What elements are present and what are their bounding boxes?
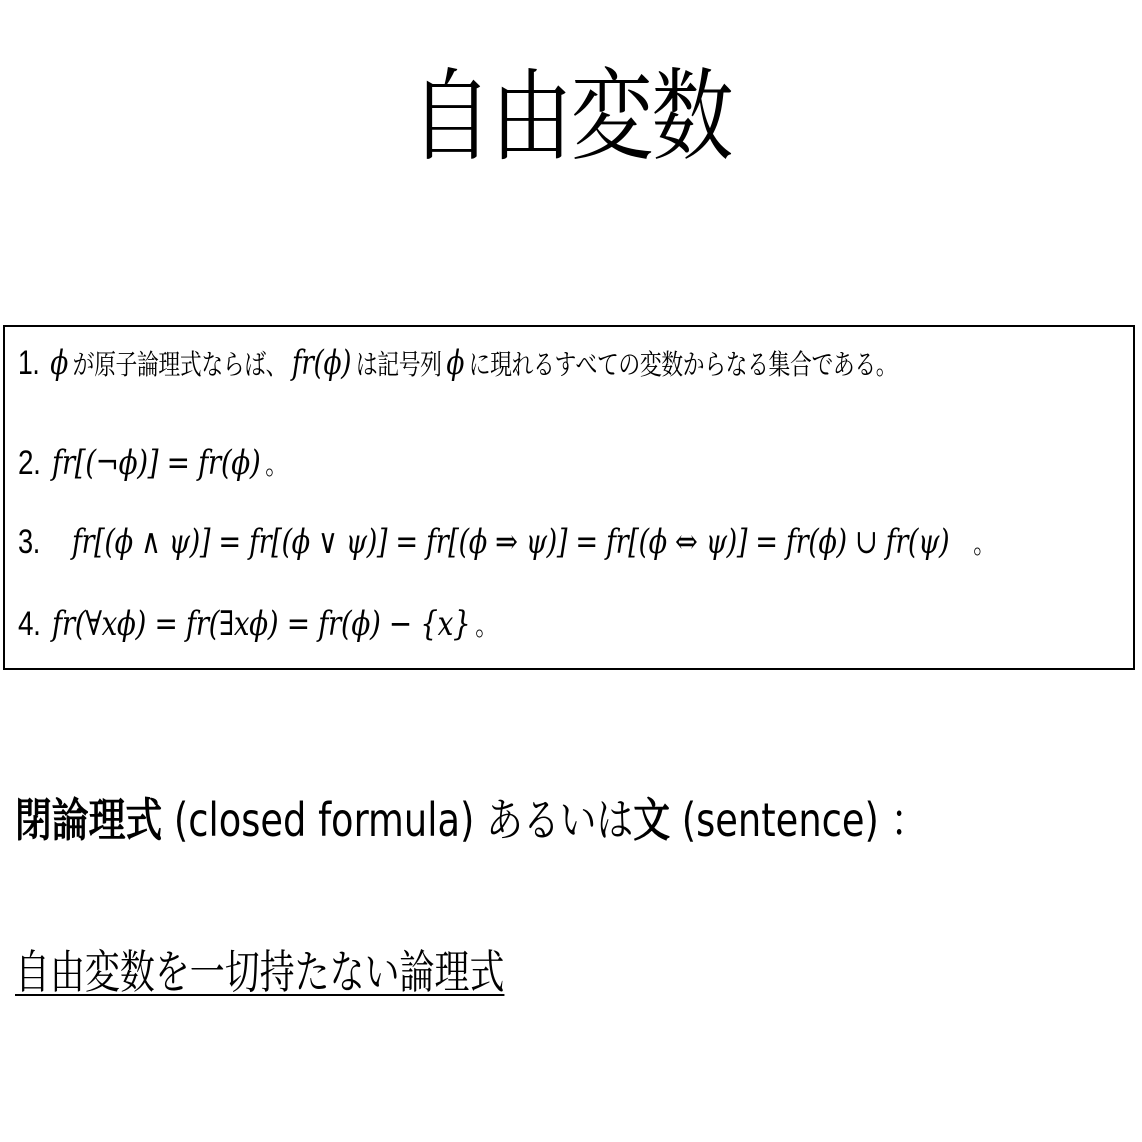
rule-3 bbox=[18, 522, 995, 564]
rule-text: に現れるすべての変数からなる集合である。 bbox=[468, 348, 898, 381]
rule-text: 。 bbox=[265, 448, 288, 481]
math-expression: ϕ bbox=[50, 343, 68, 383]
rule-number: 4. bbox=[18, 605, 41, 643]
rule-4 bbox=[18, 604, 498, 646]
term-sentence-english: (sentence) bbox=[681, 793, 879, 847]
rule-text: は記号列 bbox=[355, 348, 442, 381]
rule-text: 。 bbox=[973, 527, 996, 560]
rule-number: 1. bbox=[18, 344, 40, 382]
rule-2 bbox=[18, 443, 288, 485]
closed-formula-heading bbox=[15, 790, 927, 850]
math-expression: ϕ bbox=[446, 343, 465, 383]
math-expression: fr[(¬ϕ)] = fr(ϕ) bbox=[51, 443, 261, 483]
rule-text: 。 bbox=[475, 609, 498, 642]
closed-formula-definition: 自由変数を一切持たない論理式 bbox=[15, 945, 505, 999]
math-expression: fr(∀xϕ) = fr(∃xϕ) = fr(ϕ) − {x} bbox=[51, 604, 471, 644]
term-sentence: 文 bbox=[633, 793, 671, 847]
math-expression: fr[(ϕ ∧ ψ)] = fr[(ϕ ∨ ψ)] = fr[(ϕ ⇒ ψ)] = fr[(ϕ ⇔ ψ)] = fr(ϕ) ∪ fr(ψ) bbox=[71, 522, 950, 562]
colon: ： bbox=[890, 793, 928, 847]
page-title: 自由変数 bbox=[410, 58, 732, 175]
rule-text: が原子論理式ならば、 bbox=[72, 348, 288, 381]
rule-1 bbox=[18, 343, 897, 385]
connector-text: あるいは bbox=[486, 793, 634, 847]
rule-number: 2. bbox=[18, 444, 41, 482]
term-closed-formula: 閉論理式 bbox=[15, 793, 163, 847]
math-expression: fr(ϕ) bbox=[291, 343, 352, 383]
term-closed-formula-english: (closed formula) bbox=[173, 793, 475, 847]
rule-number: 3. bbox=[18, 523, 40, 561]
